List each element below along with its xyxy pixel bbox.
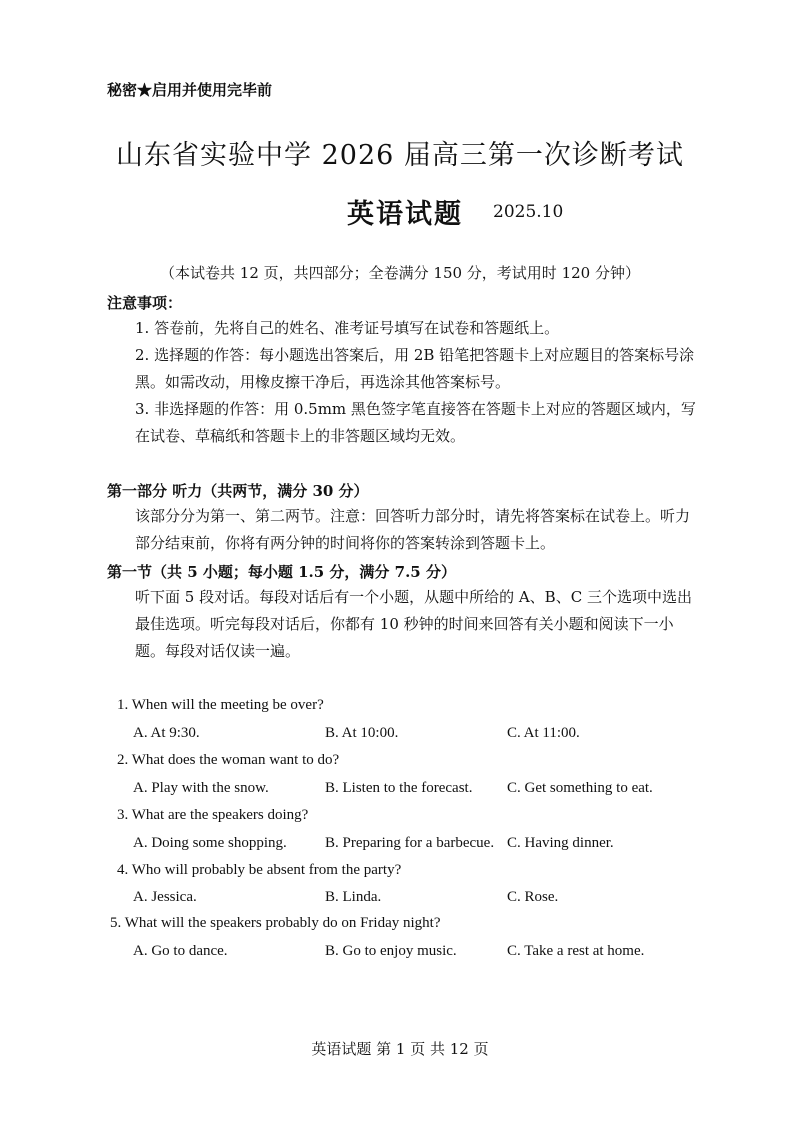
question-5-stem: 5. What will the speakers probably do on Friday night? [110,915,441,931]
question-1-option-b: B. At 10:00. [325,725,399,741]
notice-item-3: 3. 非选择题的作答：用 0.5mm 黑色签字笔直接答在答题卡上对应的答题区域内，写在试卷、草稿纸和答题卡上的非答题区域均无效。 [135,400,696,445]
notice-list [107,315,697,450]
question-4-option-c: C. Rose. [507,889,559,905]
part1-heading: 第一部分 听力（共两节，满分 30 分） [107,482,369,500]
confidential-mark: 秘密★启用并使用完毕前 [107,81,273,99]
question-2-option-b: B. Listen to the forecast. [325,780,473,796]
notice-heading: 注意事项： [107,294,183,312]
question-3-stem: 3. What are the speakers doing? [117,807,309,823]
question-1-option-c: C. At 11:00. [507,725,580,741]
question-4-option-b: B. Linda. [325,889,382,905]
question-3-option-c: C. Having dinner. [507,835,614,851]
question-2-stem: 2. What does the woman want to do? [117,752,340,768]
question-5-option-a: A. Go to dance. [133,943,228,959]
question-2-option-a: A. Play with the snow. [133,780,269,796]
question-3-option-b: B. Preparing for a barbecue. [325,835,495,851]
paper-info: （本试卷共 12 页，共四部分；全卷满分 150 分，考试用时 120 分钟） [160,264,640,282]
part1-intro [107,503,697,557]
section1-intro-text: 听下面 5 段对话。每段对话后有一个小题，从题中所给的 A、B、C 三个选项中选出最佳选项。听完每段对话后，你都有 10 秒钟的时间来回答有关小题和阅读下一小题。每段对话仅读一遍。 [135,588,692,660]
part1-intro-text: 该部分分为第一、第二两节。注意：回答听力部分时，请先将答案标在试卷上。听力部分结束前，你将有两分钟的时间将你的答案转涂到答题卡上。 [135,507,691,552]
question-2-option-c: C. Get something to eat. [507,780,653,796]
question-4-stem: 4. Who will probably be absent from the party? [117,862,402,878]
question-4-option-a: A. Jessica. [133,889,197,905]
question-5-option-c: C. Take a rest at home. [507,943,645,959]
notice-item-2: 2. 选择题的作答：每小题选出答案后，用 2B 铅笔把答题卡上对应题目的答案标号涂黑。如需改动，用橡皮擦干净后，再选涂其他答案标号。 [135,346,695,391]
question-1-option-a: A. At 9:30. [133,725,200,741]
question-3-option-a: A. Doing some shopping. [133,835,287,851]
question-1-stem: 1. When will the meeting be over? [117,697,324,713]
exam-date: 2025.10 [493,202,564,222]
subject-title: 英语试题 [347,199,463,230]
exam-title: 山东省实验中学 2026 届高三第一次诊断考试 [116,140,684,171]
section1-intro [107,584,697,665]
question-5-option-b: B. Go to enjoy music. [325,943,457,959]
section1-heading: 第一节（共 5 小题；每小题 1.5 分，满分 7.5 分） [107,563,456,581]
page-footer: 英语试题 第 1 页 共 12 页 [311,1040,489,1058]
notice-item-1: 1. 答卷前，先将自己的姓名、准考证号填写在试卷和答题纸上。 [135,319,560,337]
